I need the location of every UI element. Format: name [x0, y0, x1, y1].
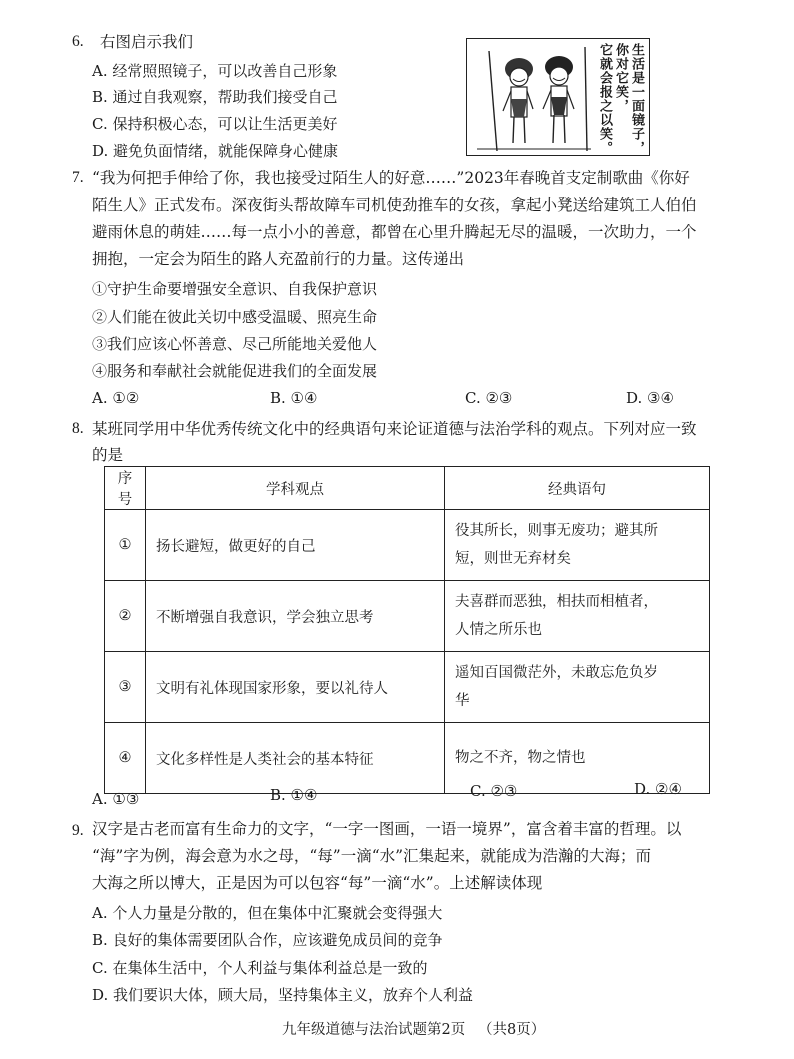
table-row — [105, 581, 710, 652]
q7-stem-line-2: 陌生人》正式发布。深夜街头帮故障车司机使劲推车的女孩，拿起小凳送给建筑工人伯伯 — [92, 196, 697, 214]
q7-statement-3: ③我们应该心怀善意、尽己所能地关爱他人 — [92, 335, 378, 353]
page-footer-title: 九年级道德与法治试题第2页 — [282, 1022, 466, 1038]
q8-stem-line-2: 的是 — [92, 446, 124, 464]
table-cell-number: ③ — [105, 652, 146, 723]
page-footer-total: （共8页） — [478, 1022, 546, 1038]
quote-line: 夫喜群而恶独，相扶而相植者， — [455, 594, 658, 610]
table-cell-number: ④ — [105, 723, 146, 794]
q9-stem-line-2: “海”字为例，海会意为水之母，“每”一滴“水”汇集起来，就能成为浩瀚的大海；而 — [92, 847, 652, 865]
quote-line: 物之不齐，物之情也 — [455, 750, 586, 766]
cartoon-caption-line-3: 它就会报之以笑。 — [597, 43, 612, 155]
q9-option-d: D. 我们要识大体，顾大局，坚持集体主义，放弃个人利益 — [92, 986, 474, 1004]
q9-option-b: B. 良好的集体需要团队合作，应该避免成员间的竞争 — [92, 931, 443, 949]
table-cell-quote — [445, 581, 710, 652]
q8-choice-c: C. ②③ — [470, 782, 518, 800]
q6-stem: 右图启示我们 — [100, 33, 194, 51]
quote-line: 役其所长，则事无废功；避其所 — [455, 523, 658, 539]
q9-stem-line-1: 汉字是古老而富有生命力的文字，“一字一图画，一语一境界”，富含着丰富的哲理。以 — [92, 820, 682, 838]
q9-option-c: C. 在集体生活中，个人利益与集体利益总是一致的 — [92, 959, 428, 977]
q9-option-a: A. 个人力量是分散的，但在集体中汇聚就会变得强大 — [92, 904, 443, 922]
quote-line: 短，则世无弃材矣 — [455, 551, 571, 567]
quote-line: 人情之所乐也 — [455, 622, 542, 638]
table-header-quote: 经典语句 — [445, 467, 710, 510]
q6-option-c: C. 保持积极心态，可以让生活更美好 — [92, 115, 338, 133]
table-cell-quote — [445, 652, 710, 723]
table-header-view: 学科观点 — [146, 467, 445, 510]
q8-stem-line-1: 某班同学用中华优秀传统文化中的经典语句来论证道德与法治学科的观点。下列对应一致 — [92, 420, 697, 438]
q9-stem-line-3: 大海之所以博大，正是因为可以包容“每”一滴“水”。上述解读体现 — [92, 874, 543, 892]
table-cell-view: 文化多样性是人类社会的基本特征 — [146, 723, 445, 794]
cartoon-caption-line-1: 生活是一面镜子， — [629, 43, 644, 155]
table-row — [105, 723, 710, 794]
cartoon-caption-line-2: 你对它笑， — [613, 43, 628, 113]
q8-choice-d: D. ②④ — [634, 780, 682, 798]
table-cell-number: ② — [105, 581, 146, 652]
q8-table — [104, 466, 710, 794]
q6-option-d: D. 避免负面情绪，就能保障身心健康 — [92, 142, 339, 160]
q7-choice-a: A. ①② — [92, 389, 140, 407]
q8-choice-b: B. ①④ — [270, 786, 318, 804]
q7-choice-b: B. ①④ — [270, 389, 318, 407]
q7-stem-line-1: “我为何把手伸给了你，我也接受过陌生人的好意……”2023年春晚首支定制歌曲《你好 — [92, 169, 690, 187]
q7-choice-d: D. ③④ — [626, 389, 674, 407]
quote-line: 华 — [455, 693, 470, 709]
table-header-row — [105, 467, 710, 510]
table-cell-view: 不断增强自我意识，学会独立思考 — [146, 581, 445, 652]
q7-stem-line-3: 避雨休息的萌娃……每一点小小的善意，都曾在心里升腾起无尽的温暖，一次助力，一个 — [92, 223, 697, 241]
quote-line: 遥知百国微茫外，未敢忘危负岁 — [455, 665, 658, 681]
q7-statement-2: ②人们能在彼此关切中感受温暖、照亮生命 — [92, 308, 378, 326]
mirror-cartoon — [466, 38, 650, 156]
table-header-number: 序号 — [105, 467, 146, 510]
q7-choice-c: C. ②③ — [465, 389, 513, 407]
q8-choice-a: A. ①③ — [92, 790, 140, 808]
q7-statement-1: ①守护生命要增强安全意识、自我保护意识 — [92, 280, 378, 298]
table-cell-view: 扬长避短，做更好的自己 — [146, 510, 445, 581]
table-cell-quote — [445, 510, 710, 581]
q9-number: 9. — [72, 822, 84, 839]
q7-stem-line-4: 拥抱，一定会为陌生的路人充盈前行的力量。这传递出 — [92, 250, 465, 268]
q6-option-b: B. 通过自我观察，帮助我们接受自己 — [92, 88, 338, 106]
q6-option-a: A. 经常照照镜子，可以改善自己形象 — [92, 62, 338, 80]
table-row — [105, 510, 710, 581]
q6-number: 6. — [72, 33, 84, 50]
table-cell-view: 文明有礼体现国家形象，要以礼待人 — [146, 652, 445, 723]
q8-number: 8. — [72, 420, 84, 437]
q7-number: 7. — [72, 169, 84, 186]
q7-statement-4: ④服务和奉献社会就能促进我们的全面发展 — [92, 362, 378, 380]
table-row — [105, 652, 710, 723]
table-cell-number: ① — [105, 510, 146, 581]
